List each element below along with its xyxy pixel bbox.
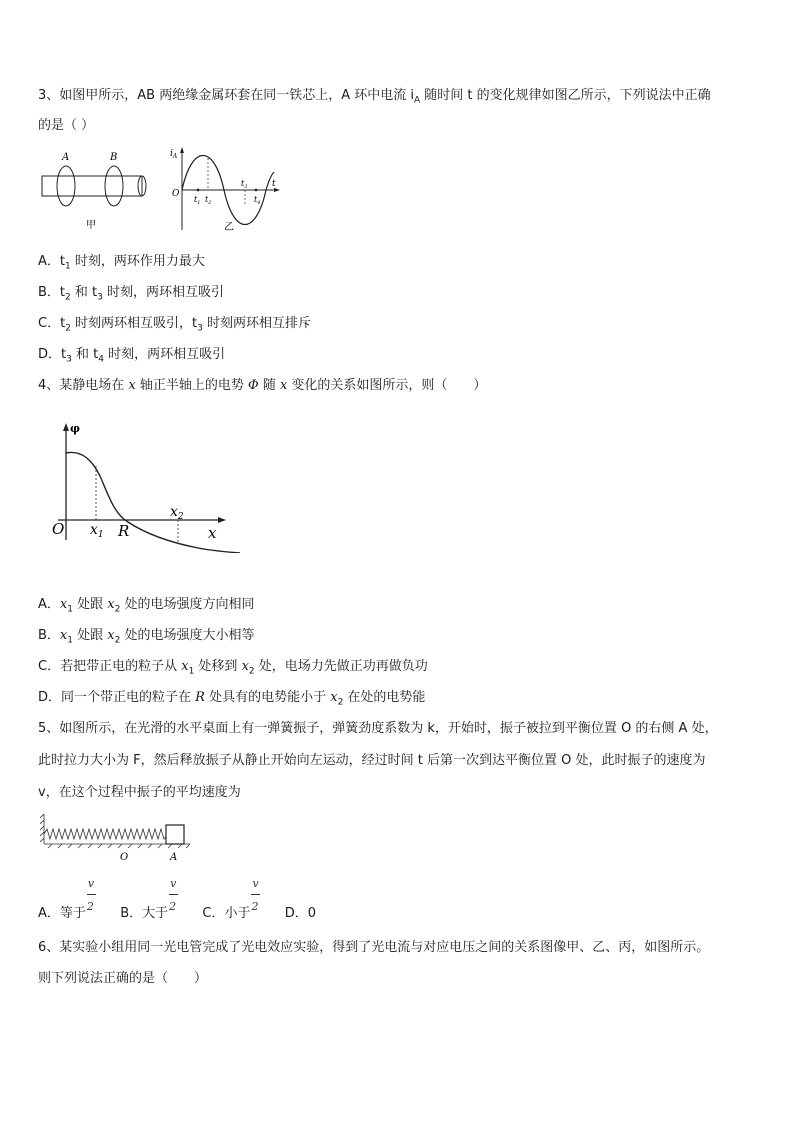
svg-text:x1: $x_1$ (90, 522, 104, 540)
q3-stem-line1: 3、如图甲所示，AB 两绝缘金属环套在同一铁芯上，A 环中电流 $i_A$ 随时间 t 的变化规律如图乙所示，下列说法中正确 (38, 88, 711, 106)
q4-option-d: D．同一个带正电的粒子在 R 处具有的电势能小于 $x_2$ 在处的电势能 (38, 690, 426, 708)
svg-text:O: O (172, 189, 180, 199)
svg-text:x: x (208, 524, 217, 542)
svg-text:t2: $t_2$ (205, 195, 212, 206)
svg-text:t1: $t_1$ (194, 195, 201, 206)
svg-text:R: R (118, 522, 130, 540)
fig-jia-caption: 甲 (86, 220, 96, 231)
svg-text:t4: $t_4$ (254, 195, 261, 206)
q5-option-a: A．等于 $\frac{v}{2}$ (38, 877, 95, 921)
q5-stem-line1: 5、如图所示，在光滑的水平桌面上有一弹簧振子，弹簧劲度系数为 k，开始时，振子被拉到平衡位置 O 的右侧 A 处， (38, 721, 718, 736)
q3-stem-line2: 的是（ ） (38, 118, 95, 133)
q3-figure-yi (168, 144, 283, 234)
q5-spring-figure (40, 812, 200, 864)
svg-text:乙: 乙 (224, 222, 234, 233)
svg-text:iA: $i_A$ (170, 149, 178, 160)
q4-stem: 4、某静电场在 x 轴正半轴上的电势 Φ 随 x 变化的关系如图所示，则（ ） (38, 378, 487, 393)
q3-figure-jia (38, 146, 158, 236)
q5-options (38, 877, 317, 921)
q4-option-b: B．$x_1$ 处跟 $x_2$ 处的电场强度大小相等 (38, 628, 255, 646)
q3-option-a: A．$t_1$ 时刻，两环作用力最大 (38, 254, 205, 272)
q5-stem-line3: v，在这个过程中振子的平均速度为 (38, 785, 241, 800)
q5-option-b: B．大于 $\frac{v}{2}$ (120, 877, 177, 921)
q5-stem-line2: 此时拉力大小为 F，然后释放振子从静止开始向左运动，经过时间 t 后第一次到达平衡位置 O 处，此时振子的速度为 (38, 753, 706, 768)
svg-text:t: t (272, 179, 276, 189)
q4-potential-graph (48, 418, 253, 553)
q3-option-c: C．$t_2$ 时刻两环相互吸引，$t_3$ 时刻两环相互排斥 (38, 316, 312, 334)
q4-option-c: C．若把带正电的粒子从 $x_1$ 处移到 $x_2$ 处，电场力先做正功再做负功 (38, 659, 428, 677)
q5-option-c: C．小于 $\frac{v}{2}$ (202, 877, 259, 921)
label-a: A (170, 852, 178, 863)
label-o: O (120, 852, 129, 863)
phi-axis-label: φ (70, 422, 80, 435)
q3-option-b: B．$t_2$ 和 $t_3$ 时刻，两环相互吸引 (38, 285, 225, 303)
q4-option-a: A．$x_1$ 处跟 $x_2$ 处的电场强度方向相同 (38, 597, 255, 615)
q6-stem-line1: 6、某实验小组用同一光电管完成了光电效应实验，得到了光电流与对应电压之间的关系图像甲、乙、丙，如图所示。 (38, 940, 710, 955)
svg-text:x2: $x_2$ (170, 504, 184, 522)
svg-text:t3: $t_3$ (241, 179, 248, 190)
q5-option-d: D．0 (284, 906, 317, 921)
q3-option-d: D．$t_3$ 和 $t_4$ 时刻，两环相互吸引 (38, 347, 226, 365)
svg-text:O: O (52, 520, 65, 538)
q6-stem-line2: 则下列说法正确的是（ ） (38, 971, 208, 986)
ring-a-label: A (62, 152, 70, 163)
ring-b-label: B (110, 152, 118, 163)
